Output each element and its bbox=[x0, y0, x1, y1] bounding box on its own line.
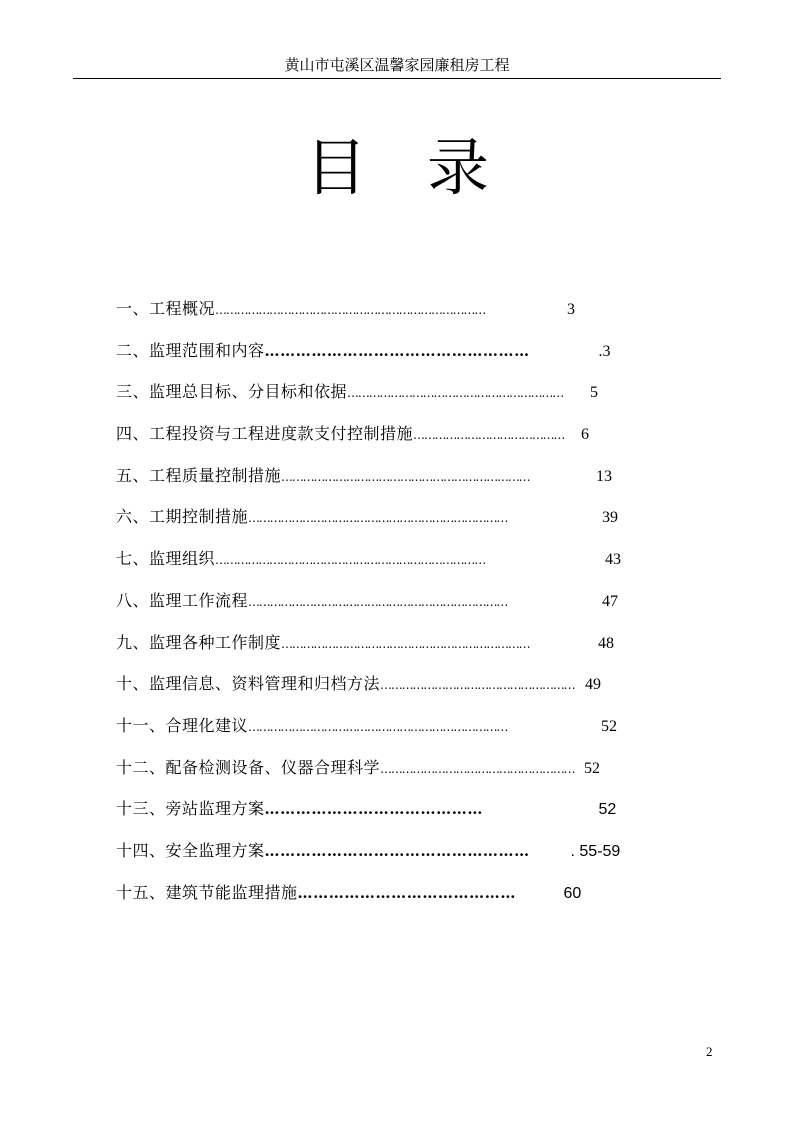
toc-entry-page: 52 bbox=[601, 717, 618, 735]
toc-entry[interactable] bbox=[116, 378, 676, 420]
page-number: 2 bbox=[706, 1044, 713, 1059]
toc-entry[interactable] bbox=[116, 629, 676, 671]
toc-entry[interactable] bbox=[116, 295, 676, 337]
toc-entry[interactable] bbox=[116, 503, 676, 545]
toc-entry-page: 39 bbox=[602, 509, 619, 527]
toc-entry-page: 52 bbox=[598, 801, 617, 819]
toc-entry-leader: …………………………………… bbox=[264, 800, 483, 819]
page-title-char-2: 录 bbox=[427, 131, 550, 204]
toc-entry[interactable] bbox=[116, 795, 676, 837]
toc-entry-leader: ……………………………………………………………… bbox=[248, 719, 508, 734]
toc-entry-page: 5 bbox=[590, 384, 599, 402]
toc-entry-label: 一、工程概况 bbox=[116, 299, 216, 318]
toc-entry-leader: ……………………………………………… bbox=[380, 678, 575, 693]
toc-entry-label: 六、工期控制措施 bbox=[116, 507, 249, 527]
page-title bbox=[0, 128, 794, 208]
header-title: 黄山市屯溪区温馨家园廉租房工程 bbox=[284, 56, 510, 74]
toc-entry-page: 52 bbox=[584, 759, 601, 777]
toc-entry-page: 47 bbox=[602, 592, 619, 610]
toc-entry-page: .3 bbox=[598, 342, 611, 360]
toc-entry[interactable] bbox=[116, 420, 676, 462]
toc-entry-label: 十三、旁站监理方案 bbox=[116, 799, 265, 819]
toc-entry-leader: ………………………………………………………………… bbox=[215, 553, 486, 568]
toc-entry-label: 十一、合理化建议 bbox=[116, 715, 249, 735]
table-of-contents bbox=[116, 295, 676, 920]
toc-entry-page: 3 bbox=[567, 301, 576, 318]
toc-entry[interactable] bbox=[116, 462, 676, 504]
toc-entry[interactable] bbox=[116, 754, 676, 796]
toc-entry-leader: …………………………………………… bbox=[264, 341, 530, 360]
toc-entry-page: 49 bbox=[585, 676, 602, 694]
toc-entry-label: 四、工程投资与工程进度款支付控制措施 bbox=[116, 424, 414, 444]
toc-entry-label: 八、监理工作流程 bbox=[116, 590, 249, 610]
toc-entry-leader: …………………………………… bbox=[297, 883, 516, 902]
toc-entry-label: 十四、安全监理方案 bbox=[116, 840, 265, 860]
toc-entry-page: 6 bbox=[581, 426, 590, 444]
toc-entry-label: 十五、建筑节能监理措施 bbox=[116, 882, 298, 902]
toc-entry-leader: …………………………………… bbox=[413, 428, 565, 443]
toc-entry-label: 九、监理各种工作制度 bbox=[116, 632, 282, 652]
toc-entry-leader: …………………………………………………………… bbox=[281, 469, 530, 484]
toc-entry-page: 13 bbox=[596, 467, 613, 485]
page-title-char-1: 目 bbox=[304, 131, 427, 204]
running-header bbox=[73, 54, 721, 79]
toc-entry-leader: …………………………………………… bbox=[264, 841, 530, 860]
toc-entry-page: 48 bbox=[598, 634, 615, 652]
toc-entry-label: 五、工程质量控制措施 bbox=[116, 465, 282, 485]
toc-entry-page: . 55-59 bbox=[570, 842, 621, 860]
toc-entry-leader: ……………………………………………………………… bbox=[248, 511, 508, 526]
toc-entry-label: 七、监理组织 bbox=[116, 549, 216, 569]
toc-entry[interactable] bbox=[116, 545, 676, 587]
toc-entry-label: 十二、配备检测设备、仪器合理科学 bbox=[116, 757, 381, 777]
toc-entry-leader: …………………………………………………… bbox=[347, 386, 564, 401]
toc-entry-page: 43 bbox=[605, 551, 622, 569]
toc-entry-label: 三、监理总目标、分目标和依据 bbox=[116, 382, 348, 402]
toc-entry[interactable] bbox=[116, 712, 676, 754]
toc-entry-page: 60 bbox=[563, 884, 582, 902]
toc-entry-leader: ……………………………………………… bbox=[380, 761, 575, 776]
toc-entry-label: 二、监理范围和内容 bbox=[116, 340, 265, 360]
toc-entry[interactable] bbox=[116, 837, 676, 879]
toc-entry[interactable] bbox=[116, 670, 676, 712]
toc-entry[interactable] bbox=[116, 587, 676, 629]
toc-entry-leader: ………………………………………………………………… bbox=[215, 303, 486, 317]
toc-entry-leader: ……………………………………………………………… bbox=[248, 594, 508, 609]
toc-entry-label: 十、监理信息、资料管理和归档方法 bbox=[116, 674, 381, 694]
toc-entry-leader: …………………………………………………………… bbox=[281, 636, 530, 651]
toc-entry[interactable] bbox=[116, 337, 676, 379]
toc-entry[interactable] bbox=[116, 879, 676, 921]
